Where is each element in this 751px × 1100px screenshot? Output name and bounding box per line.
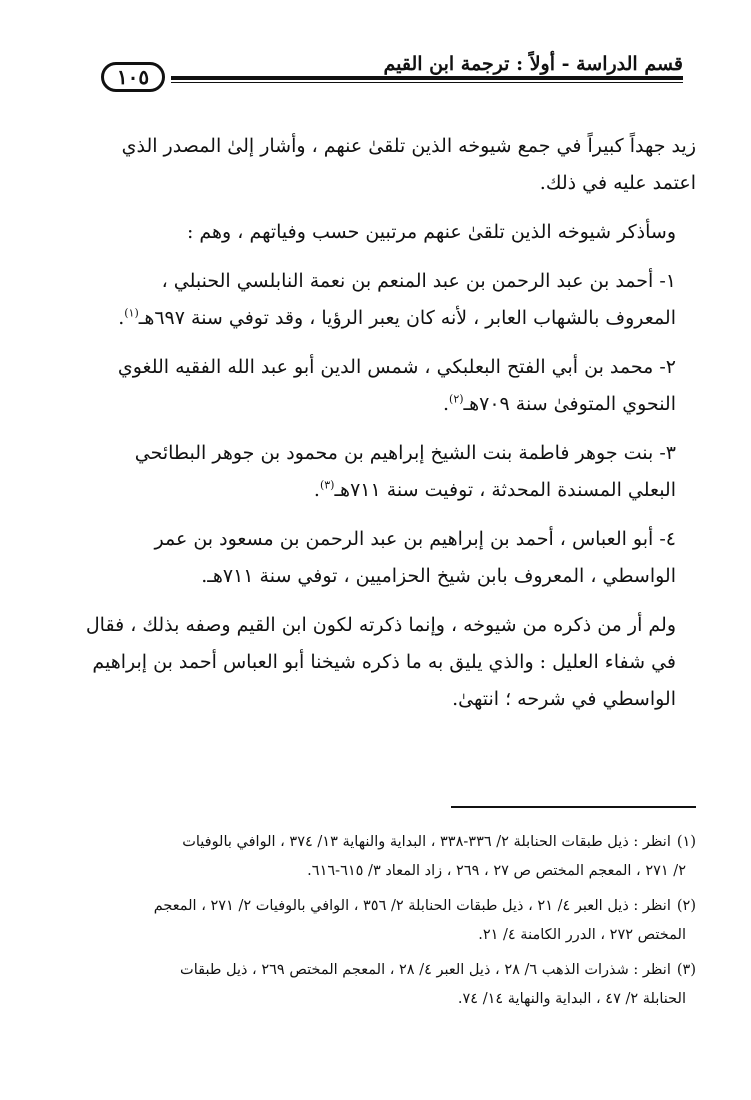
header-rule-thin	[171, 82, 683, 83]
page-number-badge	[101, 62, 165, 92]
footnote	[98, 956, 696, 1014]
text-run: النحوي المتوفىٰ سنة ٧٠٩هـ	[463, 393, 676, 415]
text-run: المعروف بالشهاب العابر ، لأنه كان يعبر الرؤيا ، وقد توفي سنة ٦٩٧هـ	[138, 307, 676, 329]
text-line: اعتمد عليه في ذلك.	[539, 172, 696, 194]
footnote-line: ٢/ ٢٧١ ، المعجم المختص ص ٢٧ ، ٢٦٩ ، زاد المعاد ٣/ ٦١٥-٦١٦.	[307, 863, 686, 879]
list-item	[100, 435, 696, 509]
paragraph	[100, 214, 696, 251]
text-run: .	[442, 393, 450, 415]
text-run: البعلي المسندة المحدثة ، توفيت سنة ٧١١هـ	[334, 479, 676, 501]
footnote-line: الحنابلة ٢/ ٤٧ ، البداية والنهاية ١٤/ ٧٤.	[457, 991, 686, 1007]
footnote-ref[interactable]: (٣)	[319, 478, 335, 492]
main-text	[85, 128, 696, 718]
list-item	[100, 349, 696, 423]
footnote-number: (٢)	[676, 898, 696, 914]
footnote-line	[98, 956, 696, 985]
footnote-ref[interactable]: (٢)	[449, 392, 464, 406]
footnotes	[98, 828, 696, 1020]
footnote-text: انظر : ذيل طبقات الحنابلة ٢/ ٣٣٦-٣٣٨ ، البداية والنهاية ١٣/ ٣٧٤ ، الوافي بالوفيات	[182, 834, 671, 850]
text-line: ٤- أبو العباس ، أحمد بن إبراهيم بن عبد الرحمن بن مسعود بن عمر	[154, 528, 676, 550]
text-line: الواسطي في شرحه ؛ انتهىٰ.	[452, 688, 676, 710]
footnote-line	[98, 828, 696, 857]
footnote-line	[98, 892, 696, 921]
page-number: ١٠٥	[116, 65, 150, 89]
text-run: .	[118, 307, 125, 329]
text-line	[100, 386, 696, 423]
text-run: .	[313, 479, 320, 501]
paragraph	[100, 128, 696, 202]
text-line: في شفاء العليل : والذي يليق به ما ذكره شيخنا أبو العباس أحمد بن إبراهيم	[92, 651, 676, 673]
text-line: الواسطي ، المعروف بابن شيخ الحزاميين ، توفي سنة ٧١١هـ.	[201, 565, 676, 587]
text-line: ٣- بنت جوهر فاطمة بنت الشيخ إبراهيم بن محمود بن جوهر البطائحي	[134, 442, 676, 464]
list-item	[100, 521, 696, 595]
paragraph	[85, 607, 696, 718]
footnote-line: المختص ٢٧٢ ، الدرر الكامنة ٤/ ٢١.	[478, 927, 686, 943]
footnote-text: انظر : شذرات الذهب ٦/ ٢٨ ، ذيل العبر ٤/ ٢٨ ، المعجم المختص ٢٦٩ ، ذيل طبقات	[180, 962, 671, 978]
text-line: ٢- محمد بن أبي الفتح البعلبكي ، شمس الدين أبو عبد الله الفقيه اللغوي	[117, 356, 676, 378]
running-head: قسم الدراسة - أولاً : ترجمة ابن القيم	[383, 53, 683, 75]
text-line: زيد جهداً كبيراً في جمع شيوخه الذين تلقىٰ عنهم ، وأشار إلىٰ المصدر الذي	[121, 135, 696, 157]
text-line: وسأذكر شيوخه الذين تلقىٰ عنهم مرتبين حسب وفياتهم ، وهم :	[186, 221, 676, 243]
text-line: ١- أحمد بن عبد الرحمن بن عبد المنعم بن نعمة النابلسي الحنبلي ،	[161, 270, 676, 292]
text-line	[100, 300, 696, 337]
footnote-ref[interactable]: (١)	[124, 306, 139, 320]
header-rule	[171, 76, 683, 80]
footnote-separator	[451, 806, 696, 808]
footnote	[98, 892, 696, 950]
page-header	[101, 52, 683, 92]
footnote	[98, 828, 696, 886]
text-line	[100, 472, 696, 509]
footnote-text: انظر : ذيل العبر ٤/ ٢١ ، ذيل طبقات الحنابلة ٢/ ٣٥٦ ، الوافي بالوفيات ٢/ ٢٧١ ، المعجم	[153, 898, 671, 914]
list-item	[100, 263, 696, 337]
footnote-number: (١)	[676, 834, 696, 850]
text-line: ولم أر من ذكره من شيوخه ، وإنما ذكرته لكون ابن القيم وصفه بذلك ، فقال	[85, 614, 676, 636]
footnote-number: (٣)	[676, 962, 696, 978]
